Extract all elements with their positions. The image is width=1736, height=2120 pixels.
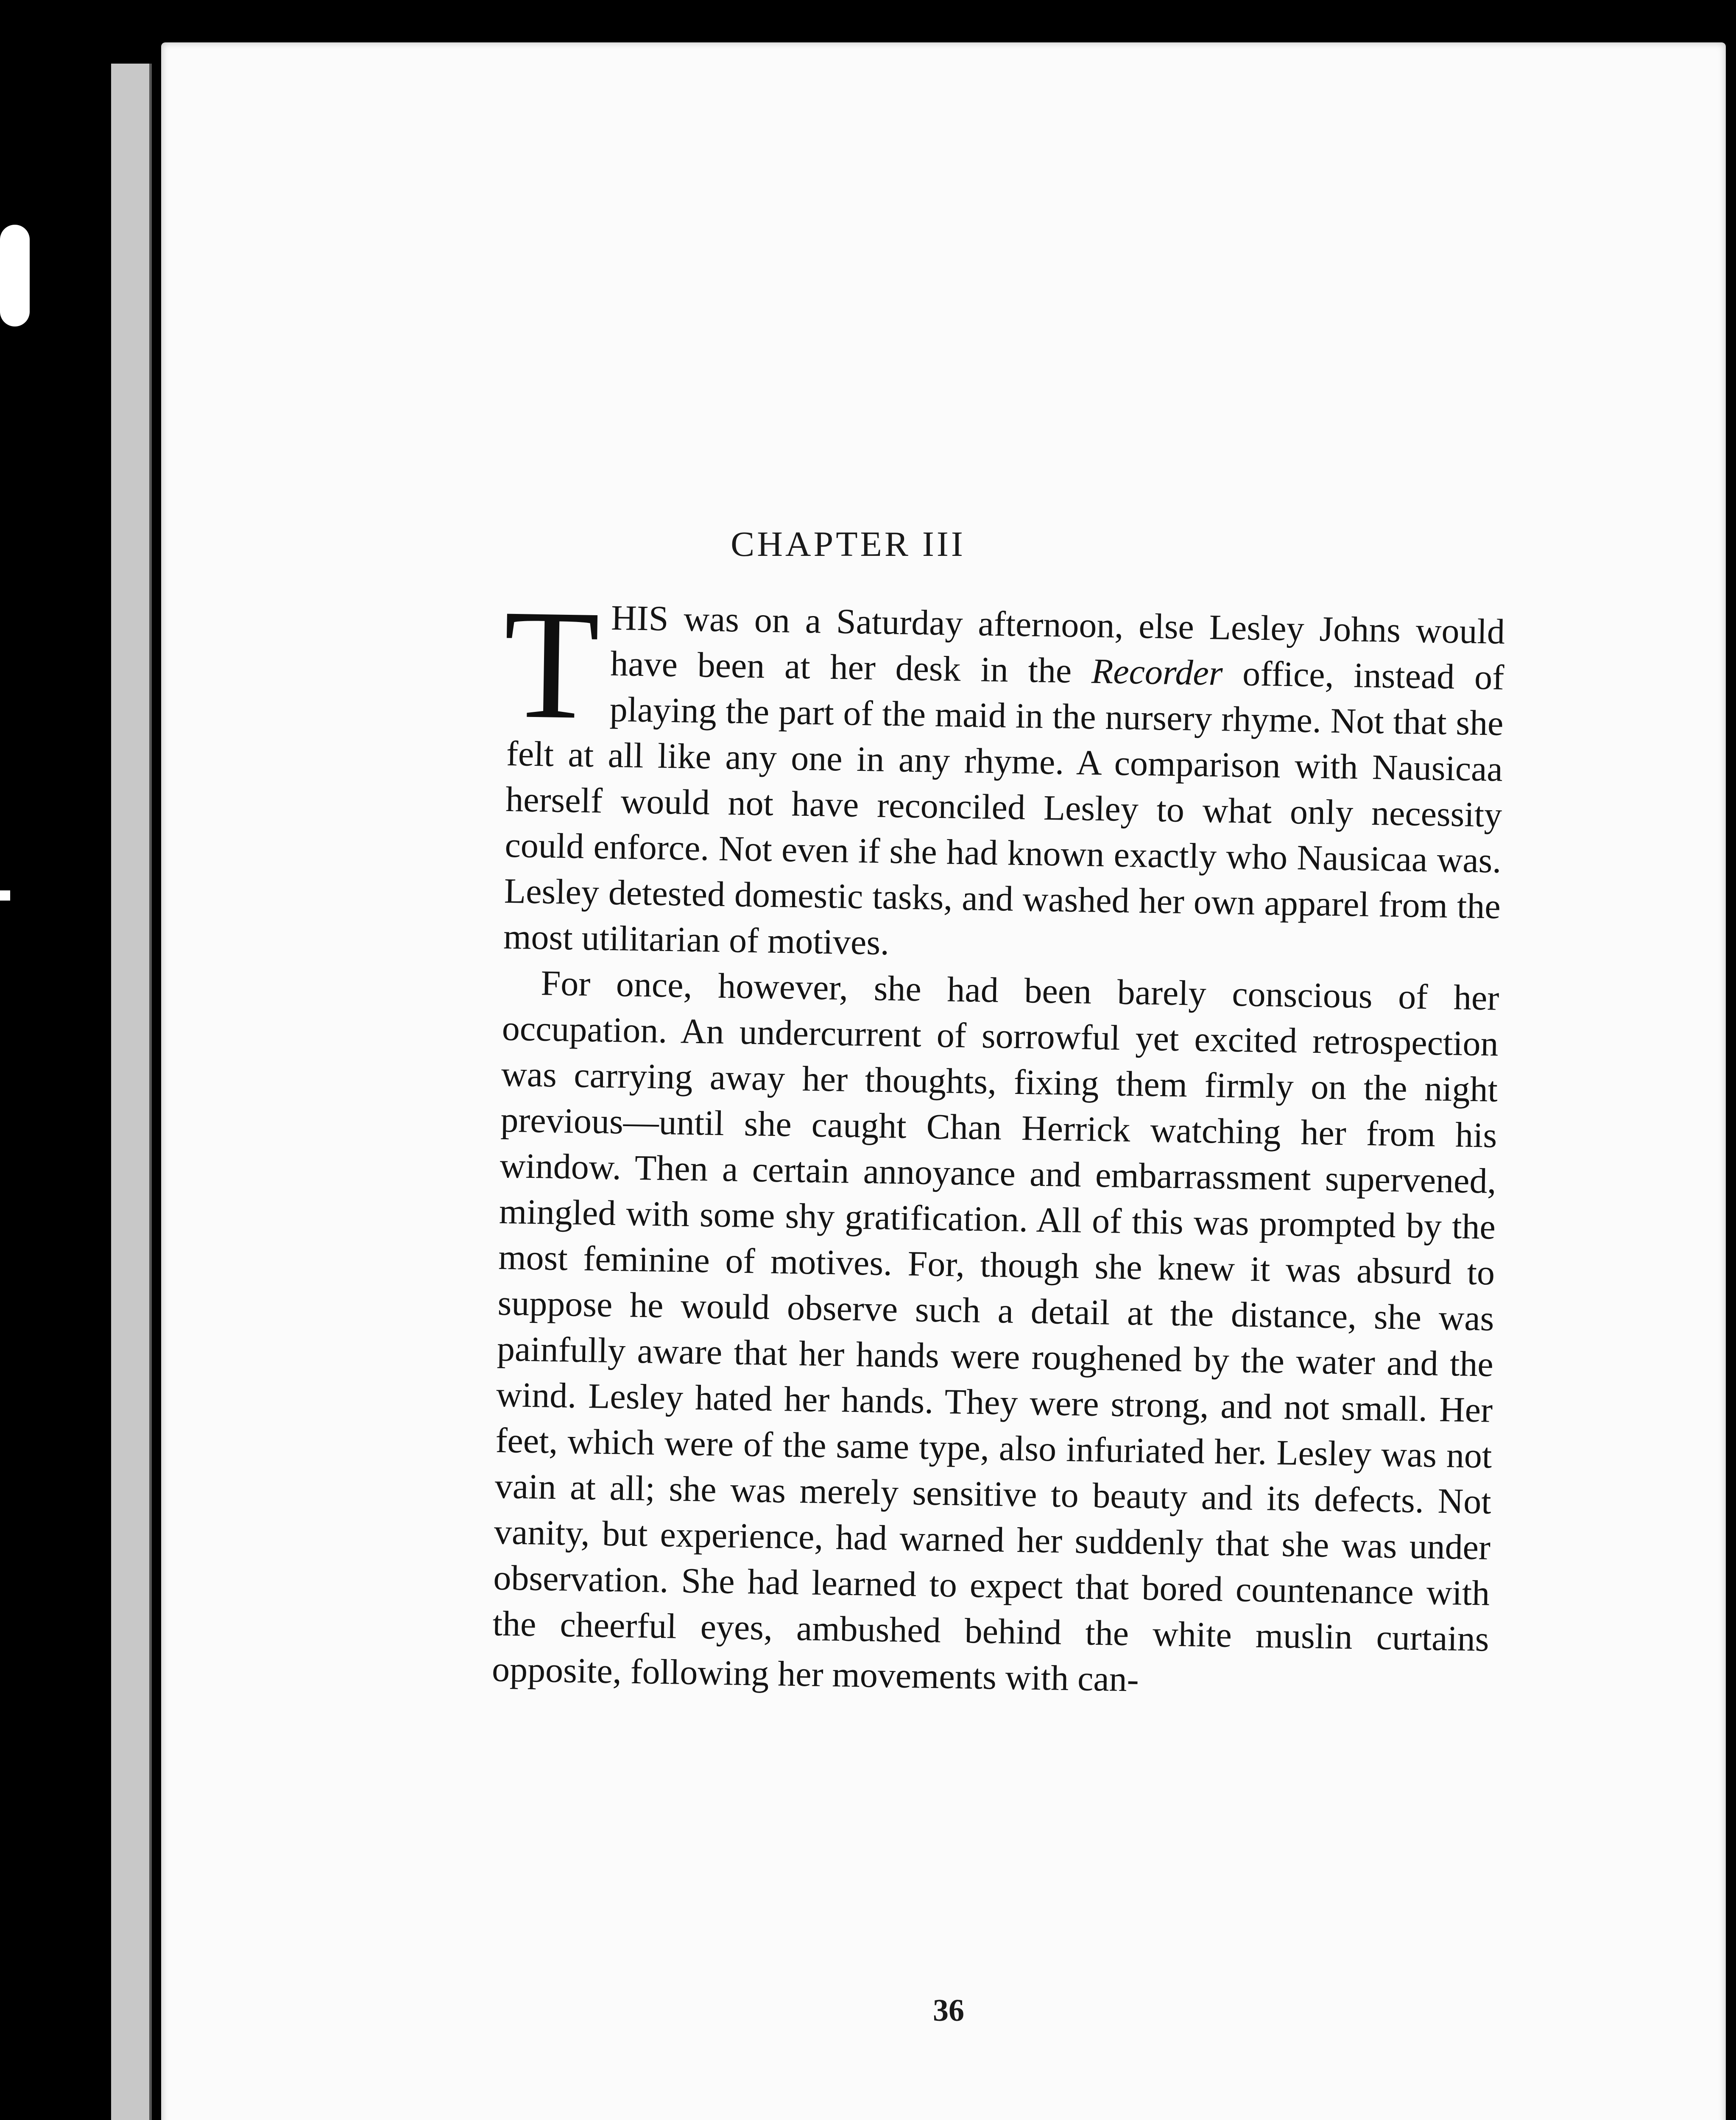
scan-artifact: [0, 890, 10, 901]
scan-artifact: [0, 225, 30, 326]
drop-cap: T: [502, 577, 601, 753]
chapter-heading: CHAPTER III: [731, 524, 966, 564]
paragraph-1-text: HIS was on a Saturday afternoon, else Lesley Johns would have been at her desk in the: [610, 598, 1505, 691]
chapter-text: [491, 577, 1505, 1708]
paragraph-2: For once, however, she had been barely conscious of her occupation. An undercurrent of sorrowful yet excited retrospection was carrying away her thoughts, fixing them firmly on the night previous—until she caught Chan Herrick watching her from his window. Then a certain annoyance and embarrassment supervened, mingled with some shy gratification. All of this was prompted by the most feminine of motives. For, though she knew it was absurd to suppose he would observe such a detail at the distance, she was painfully aware that her hands were roughened by the water and the wind. Lesley hated her hands. They were strong, and not small. Her feet, which were of the same type, also infuriated her. Lesley was not vain at all; she was merely sensitive to beauty and its defects. Not vanity, but experience, had warned her suddenly that she was under observation. She had learned to expect that bored countenance with the cheerful eyes, ambushed behind the white muslin curtains opposite, following her movements with can-: [491, 963, 1500, 1699]
page-number: 36: [933, 1993, 964, 2028]
paragraph-1: [502, 577, 1505, 976]
newspaper-name: Recorder: [1091, 651, 1223, 693]
book-binding-edge: [111, 64, 152, 2120]
paragraph-1-continuation: office, instead of playing the part of the maid in the nursery rhyme. Not that she felt at all like any one in any rhyme. A comparison with Nausicaa herself would not have reconciled Lesley to what only necessity could enforce. Not even if she had known exactly who Nausicaa was. Lesley detested domestic tasks, and washed her own apparel from the most utilitarian of motives.: [503, 653, 1504, 963]
